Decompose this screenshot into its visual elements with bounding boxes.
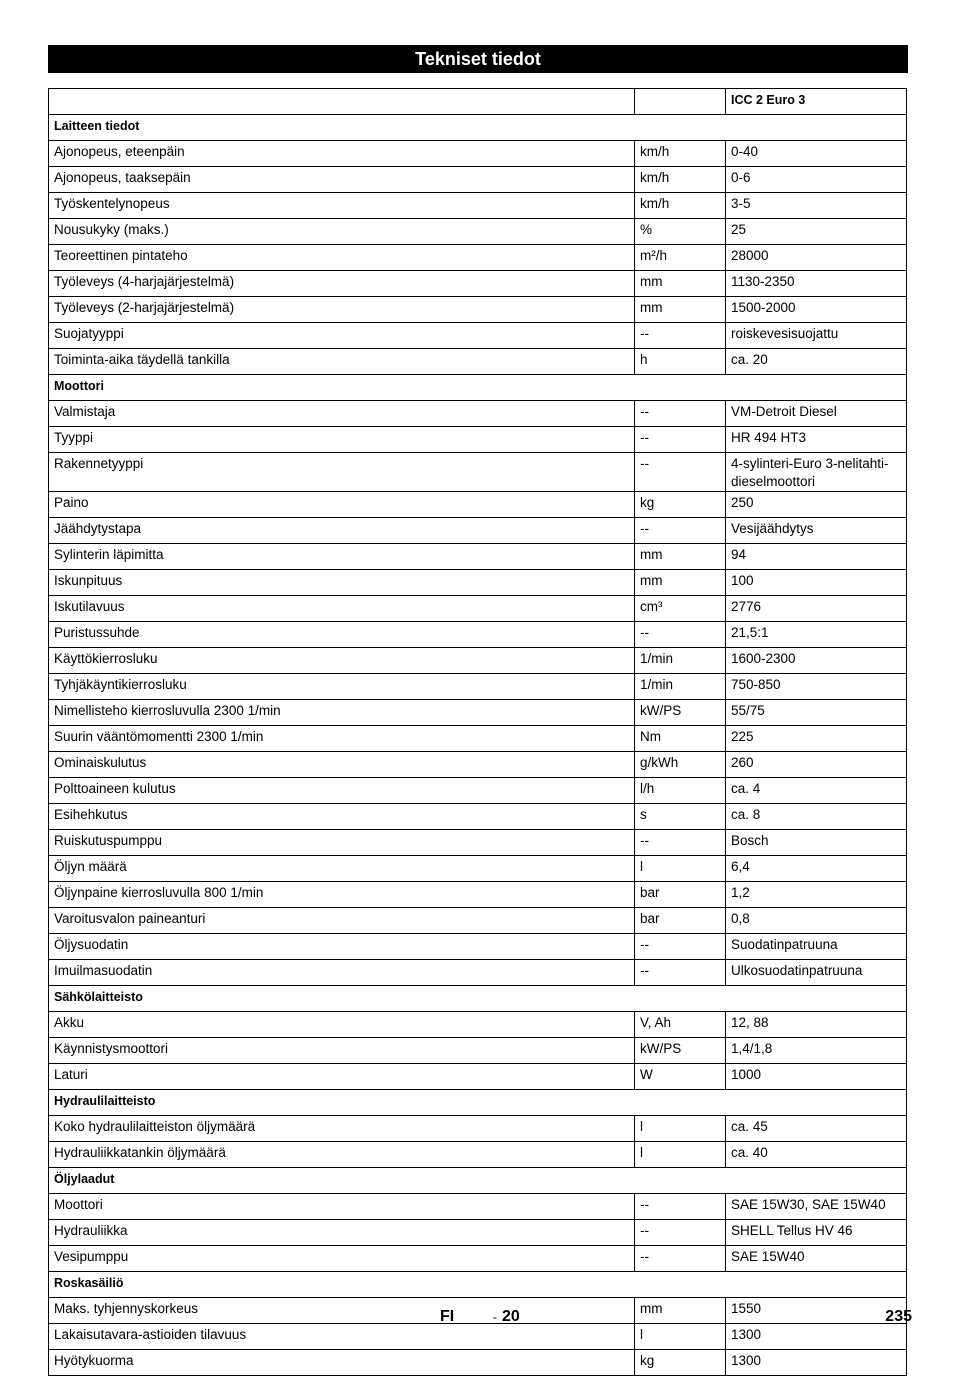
spec-value: 0-40: [726, 141, 907, 167]
spec-unit: Nm: [635, 726, 726, 752]
spec-label: Sylinterin läpimitta: [49, 544, 635, 570]
spec-label: Imuilmasuodatin: [49, 960, 635, 986]
spec-label: Toiminta-aika täydellä tankilla: [49, 349, 635, 375]
table-row: [49, 648, 907, 674]
spec-label: Öljynpaine kierrosluvulla 800 1/min: [49, 882, 635, 908]
spec-value: 1600-2300: [726, 648, 907, 674]
spec-label: Hydrauliikkatankin öljymäärä: [49, 1142, 635, 1168]
spec-unit: --: [635, 401, 726, 427]
spec-unit: --: [635, 830, 726, 856]
spec-value: 1500-2000: [726, 297, 907, 323]
spec-value: Vesijäähdytys: [726, 518, 907, 544]
table-row: [49, 1350, 907, 1376]
section-heading: Moottori: [49, 375, 907, 401]
spec-unit: --: [635, 1246, 726, 1272]
spec-value: SAE 15W30, SAE 15W40: [726, 1194, 907, 1220]
header-empty-cell: [49, 89, 635, 115]
spec-label: Öljysuodatin: [49, 934, 635, 960]
spec-label: Puristussuhde: [49, 622, 635, 648]
spec-label: Iskutilavuus: [49, 596, 635, 622]
footer-dash: -: [493, 1310, 497, 1324]
table-row: [49, 570, 907, 596]
spec-label: Suojatyyppi: [49, 323, 635, 349]
spec-value: 250: [726, 492, 907, 518]
table-row: [49, 1012, 907, 1038]
table-row: [49, 934, 907, 960]
spec-label: Iskunpituus: [49, 570, 635, 596]
table-row: [49, 1298, 907, 1324]
spec-label: Hyötykuorma: [49, 1350, 635, 1376]
spec-label: Öljyn määrä: [49, 856, 635, 882]
spec-label: Hydrauliikka: [49, 1220, 635, 1246]
table-row: [49, 518, 907, 544]
spec-label: Tyhjäkäyntikierrosluku: [49, 674, 635, 700]
spec-unit: mm: [635, 297, 726, 323]
spec-unit: m²/h: [635, 245, 726, 271]
footer-language: FI: [440, 1308, 455, 1325]
section-heading: Hydraulilaitteisto: [49, 1090, 907, 1116]
table-row: [49, 1220, 907, 1246]
spec-unit: km/h: [635, 141, 726, 167]
spec-unit: --: [635, 323, 726, 349]
spec-unit: --: [635, 1220, 726, 1246]
spec-label: Suurin vääntömomentti 2300 1/min: [49, 726, 635, 752]
spec-value: HR 494 HT3: [726, 427, 907, 453]
table-row: [49, 401, 907, 427]
spec-label: Vesipumppu: [49, 1246, 635, 1272]
spec-value: Suodatinpatruuna: [726, 934, 907, 960]
section-row: [49, 1272, 907, 1298]
spec-label: Käyttökierrosluku: [49, 648, 635, 674]
spec-unit: --: [635, 960, 726, 986]
spec-unit: --: [635, 934, 726, 960]
spec-label: Moottori: [49, 1194, 635, 1220]
spec-value: ca. 40: [726, 1142, 907, 1168]
section-row: [49, 375, 907, 401]
table-row: [49, 1246, 907, 1272]
table-row: [49, 297, 907, 323]
table-row: [49, 856, 907, 882]
spec-value: SAE 15W40: [726, 1246, 907, 1272]
spec-label: Lakaisutavara-astioiden tilavuus: [49, 1324, 635, 1350]
table-row: [49, 1064, 907, 1090]
spec-unit: kW/PS: [635, 700, 726, 726]
footer-section-page: 20: [502, 1308, 520, 1325]
page-title: Tekniset tiedot: [48, 45, 908, 73]
spec-value: ca. 8: [726, 804, 907, 830]
table-row: [49, 804, 907, 830]
spec-label: Ajonopeus, taaksepäin: [49, 167, 635, 193]
table-row: [49, 752, 907, 778]
spec-value: 1,4/1,8: [726, 1038, 907, 1064]
spec-unit: mm: [635, 1298, 726, 1324]
spec-unit: h: [635, 349, 726, 375]
spec-value: 225: [726, 726, 907, 752]
spec-value: 12, 88: [726, 1012, 907, 1038]
spec-label: Jäähdytystapa: [49, 518, 635, 544]
spec-label: Ominaiskulutus: [49, 752, 635, 778]
table-row: [49, 193, 907, 219]
spec-unit: --: [635, 1194, 726, 1220]
spec-label: Paino: [49, 492, 635, 518]
spec-value: 4-sylinteri-Euro 3-nelitahti-dieselmoottori: [726, 453, 907, 492]
spec-value: 94: [726, 544, 907, 570]
spec-value: Ulkosuodatinpatruuna: [726, 960, 907, 986]
spec-value: 28000: [726, 245, 907, 271]
spec-unit: l: [635, 1142, 726, 1168]
table-row: [49, 453, 907, 492]
table-row: [49, 700, 907, 726]
spec-unit: km/h: [635, 167, 726, 193]
spec-value: 750-850: [726, 674, 907, 700]
table-row: [49, 492, 907, 518]
table-row: [49, 544, 907, 570]
table-row: [49, 1324, 907, 1350]
spec-unit: %: [635, 219, 726, 245]
model-header: ICC 2 Euro 3: [726, 89, 907, 115]
spec-value: 1000: [726, 1064, 907, 1090]
spec-value: 1300: [726, 1324, 907, 1350]
section-row: [49, 1090, 907, 1116]
spec-label: Ruiskutuspumppu: [49, 830, 635, 856]
spec-value: 0,8: [726, 908, 907, 934]
spec-unit: s: [635, 804, 726, 830]
table-row: [49, 778, 907, 804]
spec-value: ca. 20: [726, 349, 907, 375]
table-row: [49, 674, 907, 700]
spec-label: Koko hydraulilaitteiston öljymäärä: [49, 1116, 635, 1142]
spec-value: 1,2: [726, 882, 907, 908]
table-row: [49, 908, 907, 934]
table-row: [49, 141, 907, 167]
spec-unit: 1/min: [635, 648, 726, 674]
section-heading: Öljylaadut: [49, 1168, 907, 1194]
section-heading: Laitteen tiedot: [49, 115, 907, 141]
table-row: [49, 1142, 907, 1168]
spec-unit: mm: [635, 271, 726, 297]
spec-unit: l/h: [635, 778, 726, 804]
spec-unit: kW/PS: [635, 1038, 726, 1064]
spec-unit: bar: [635, 908, 726, 934]
spec-unit: W: [635, 1064, 726, 1090]
spec-value: 2776: [726, 596, 907, 622]
table-row: [49, 830, 907, 856]
spec-value: 55/75: [726, 700, 907, 726]
spec-value: 1550: [726, 1298, 907, 1324]
section-row: [49, 986, 907, 1012]
spec-value: 21,5:1: [726, 622, 907, 648]
spec-value: ca. 4: [726, 778, 907, 804]
spec-label: Maks. tyhjennyskorkeus: [49, 1298, 635, 1324]
spec-label: Varoitusvalon paineanturi: [49, 908, 635, 934]
spec-unit: cm³: [635, 596, 726, 622]
spec-unit: mm: [635, 544, 726, 570]
spec-unit: --: [635, 518, 726, 544]
spec-unit: mm: [635, 570, 726, 596]
section-row: [49, 1168, 907, 1194]
spec-value: 100: [726, 570, 907, 596]
spec-unit: km/h: [635, 193, 726, 219]
spec-value: 1130-2350: [726, 271, 907, 297]
spec-value: 260: [726, 752, 907, 778]
spec-value: 3-5: [726, 193, 907, 219]
spec-label: Laturi: [49, 1064, 635, 1090]
spec-unit: --: [635, 427, 726, 453]
section-heading: Roskasäiliö: [49, 1272, 907, 1298]
spec-value: 1300: [726, 1350, 907, 1376]
spec-unit: l: [635, 1116, 726, 1142]
table-header-row: [49, 89, 907, 115]
spec-value: Bosch: [726, 830, 907, 856]
table-row: [49, 1038, 907, 1064]
table-row: [49, 1116, 907, 1142]
spec-value: 25: [726, 219, 907, 245]
table-row: [49, 622, 907, 648]
spec-unit: V, Ah: [635, 1012, 726, 1038]
spec-unit: kg: [635, 1350, 726, 1376]
table-row: [49, 427, 907, 453]
spec-label: Nousukyky (maks.): [49, 219, 635, 245]
spec-label: Käynnistysmoottori: [49, 1038, 635, 1064]
spec-value: 6,4: [726, 856, 907, 882]
spec-value: VM-Detroit Diesel: [726, 401, 907, 427]
section-heading: Sähkölaitteisto: [49, 986, 907, 1012]
table-row: [49, 596, 907, 622]
footer-page-number: 235: [885, 1308, 912, 1325]
table-row: [49, 1194, 907, 1220]
spec-unit: g/kWh: [635, 752, 726, 778]
spec-label: Rakennetyyppi: [49, 453, 635, 492]
table-row: [49, 167, 907, 193]
table-row: [49, 245, 907, 271]
spec-value: SHELL Tellus HV 46: [726, 1220, 907, 1246]
spec-label: Työleveys (4-harjajärjestelmä): [49, 271, 635, 297]
table-row: [49, 960, 907, 986]
header-unit-cell: [635, 89, 726, 115]
spec-unit: kg: [635, 492, 726, 518]
spec-label: Teoreettinen pintateho: [49, 245, 635, 271]
spec-label: Akku: [49, 1012, 635, 1038]
table-row: [49, 726, 907, 752]
spec-value: roiskevesisuojattu: [726, 323, 907, 349]
spec-table: [48, 88, 907, 1376]
section-row: [49, 115, 907, 141]
spec-unit: l: [635, 1324, 726, 1350]
spec-label: Polttoaineen kulutus: [49, 778, 635, 804]
spec-unit: 1/min: [635, 674, 726, 700]
spec-unit: bar: [635, 882, 726, 908]
spec-label: Valmistaja: [49, 401, 635, 427]
table-row: [49, 219, 907, 245]
table-row: [49, 349, 907, 375]
spec-value: ca. 45: [726, 1116, 907, 1142]
table-row: [49, 323, 907, 349]
spec-unit: l: [635, 856, 726, 882]
spec-label: Työleveys (2-harjajärjestelmä): [49, 297, 635, 323]
spec-value: 0-6: [726, 167, 907, 193]
spec-label: Tyyppi: [49, 427, 635, 453]
table-row: [49, 882, 907, 908]
spec-unit: --: [635, 622, 726, 648]
table-row: [49, 271, 907, 297]
spec-unit: --: [635, 453, 726, 492]
spec-label: Esihehkutus: [49, 804, 635, 830]
spec-label: Nimellisteho kierrosluvulla 2300 1/min: [49, 700, 635, 726]
spec-label: Työskentelynopeus: [49, 193, 635, 219]
spec-label: Ajonopeus, eteenpäin: [49, 141, 635, 167]
